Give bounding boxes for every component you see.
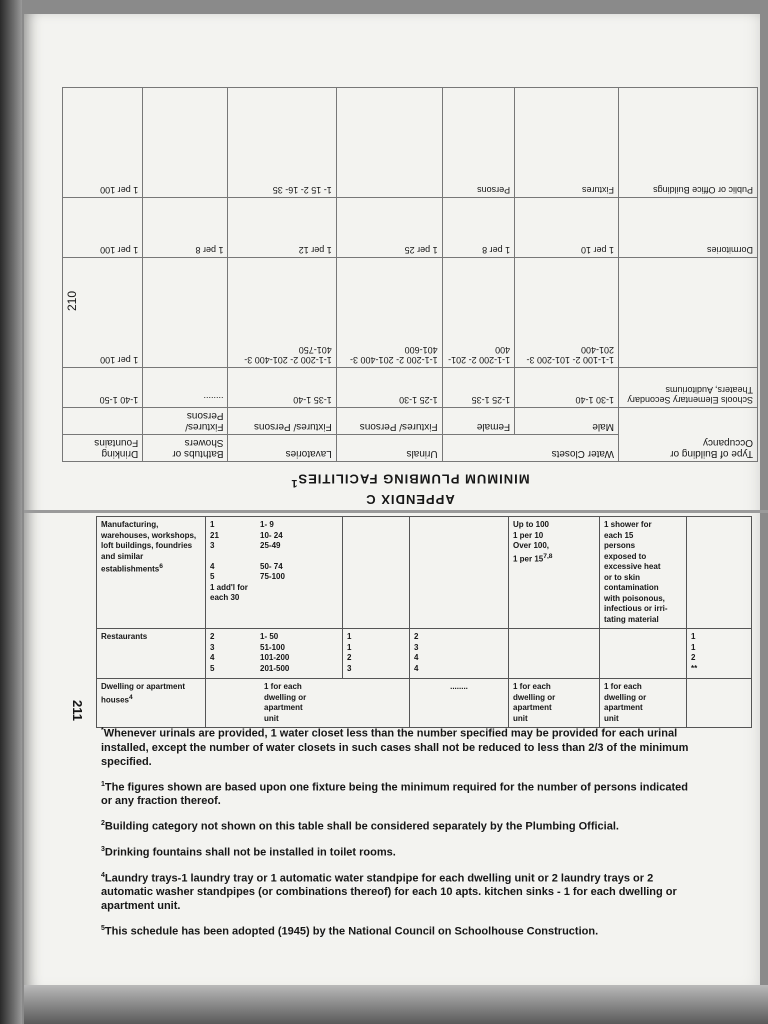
footnote: *Whenever urinals are provided, 1 water closet less than the number specified may be provided for each urinal installed, except the number of water closets in such cases shall not be reduced to less than 2/3 of the minimum specified. [101, 727, 689, 768]
wc-cell: 1 1- 9 21 10- 24 3 25-49 4 50- 74 5 75-100 1 add'l for each 30 [206, 517, 343, 629]
showers-cell: 1 for each dwelling or apartment unit [600, 679, 687, 728]
appendix-title-line1: APPENDIX C [365, 492, 455, 507]
appendix-title-line2: MINIMUM PLUMBING FACILITIES$^1$ [290, 471, 530, 489]
lavatories-cell: 1 for each dwelling or apartment unit [509, 679, 600, 728]
upper-cell: 1 per 10 [515, 198, 619, 258]
subheader-male: Male [515, 408, 619, 435]
showers-cell: 1 shower for each 15 persons exposed to excessive heat or to skin contamination with poisonous, infectious or irri- tating material [600, 517, 687, 629]
subheader-lavatories: Fixtures/ Persons [228, 408, 336, 435]
upper-cell: 1 per 8 [143, 198, 228, 258]
upper-cell: Public or Office Buildings [619, 88, 758, 198]
subheader-fountains [63, 408, 143, 435]
upper-page-inverted [62, 22, 758, 508]
row-category: Dwelling or apartment houses$^4$ [97, 679, 206, 728]
page-fold [24, 510, 768, 513]
subheader-female: Female [442, 408, 515, 435]
upper-cell: 1 per 12 [228, 198, 336, 258]
upper-cell: 1-1-200 2- 201-400 3- 401-750 [228, 258, 336, 368]
fountains-cell [687, 679, 752, 728]
upper-cell: 1- 15 2- 16- 35 [228, 88, 336, 198]
footnote: $^2$Building category not shown on this table shall be considered separately by the Plumbing Official. [101, 820, 619, 833]
upper-page-number: 210 [64, 290, 79, 312]
showers-cell [509, 629, 600, 679]
upper-cell: 1 per 8 [442, 198, 515, 258]
book-binding [0, 0, 22, 1024]
upper-cell: ........ [143, 368, 228, 408]
upper-cell: 1-1-200 2- 201-400 3- 401-600 [336, 258, 442, 368]
footnote: $^4$Laundry trays-1 laundry tray or 1 automatic water standpipe for each dwelling unit or 2 laundry trays or 2 automatic washer standpipes (or combinations thereof) for each 10 apts. kitchen sinks - 1 for each dwelling or apartment unit. [101, 871, 677, 913]
upper-cell: Dormitories [619, 198, 758, 258]
upper-cell [143, 258, 228, 368]
urinals-cell: 1 1 2 3 [343, 629, 410, 679]
header-bathtubs: Bathtubs or Showers [143, 435, 228, 462]
page-bottom-edge [24, 985, 768, 1024]
upper-cell: 1-25 1-35 [442, 368, 515, 408]
header-lavatories: Lavatories [228, 435, 336, 462]
wc-cell: 1 for each dwelling or apartment unit [206, 679, 410, 728]
upper-cell: 1 per 25 [336, 198, 442, 258]
fountains-cell [687, 517, 752, 629]
footnote: $^5$This schedule has been adopted (1945) by the National Council on Schoolhouse Construction. [101, 925, 599, 938]
upper-cell: 1-25 1-30 [336, 368, 442, 408]
urinals-cell [410, 517, 509, 629]
upper-cell [143, 88, 228, 198]
lavatories-cell: Up to 100 1 per 10 Over 100, 1 per 15$^{7,8}$ [509, 517, 600, 629]
urinals-cell: ........ [410, 679, 509, 728]
plumbing-table [96, 516, 752, 728]
subheader-bathtubs: Fixtures/ Persons [143, 408, 228, 435]
upper-cell: 1-1-100 2- 101-200 3- 201-400 [515, 258, 619, 368]
header-water-closets: Water Closets [442, 435, 618, 462]
row-category: Restaurants [97, 629, 206, 679]
row-category: Manufacturing, warehouses, workshops, loft buildings, foundries and similar establishments$^6$ [97, 517, 206, 629]
header-fountains: Drinking Fountains [63, 435, 143, 462]
wc-cell: 2 1- 50 3 51-100 4 101-200 5 201-500 [206, 629, 343, 679]
wc-persons-cell [343, 517, 410, 629]
upper-cell: 1-1-200 2- 201-400 [442, 258, 515, 368]
upper-table [62, 87, 758, 462]
upper-cell: 1 per 100 [63, 258, 143, 368]
upper-cell: Fixtures [515, 88, 619, 198]
upper-cell: 1-40 1-50 [63, 368, 143, 408]
upper-cell [336, 88, 442, 198]
upper-cell [619, 258, 758, 368]
fountains-cell [600, 629, 687, 679]
footnotes [101, 724, 701, 948]
upper-cell: 1-35 1-40 [228, 368, 336, 408]
upper-cell: Persons [442, 88, 515, 198]
lavatories-cell: 2 3 4 4 [410, 629, 509, 679]
page-number: 211 [69, 700, 85, 721]
upper-cell: Schools Elementary Secondary Theaters, Auditoriums [619, 368, 758, 408]
upper-cell: 1 per 100 [63, 198, 143, 258]
header-building-type: Type of Building or Occupancy [619, 408, 758, 462]
fountains-cell: 1 1 2 ** [687, 629, 752, 679]
appendix-title [62, 471, 758, 508]
subheader-urinals: Fixtures/ Persons [336, 408, 442, 435]
upper-cell: 1 per 100 [63, 88, 143, 198]
footnote: $^1$The figures shown are based upon one fixture being the minimum required for the number of persons indicated or any fraction thereof. [101, 780, 688, 808]
footnote: $^3$Drinking fountains shall not be installed in toilet rooms. [101, 845, 396, 859]
upper-cell: 1-30 1-40 [515, 368, 619, 408]
header-urinals: Urinals [336, 435, 442, 462]
